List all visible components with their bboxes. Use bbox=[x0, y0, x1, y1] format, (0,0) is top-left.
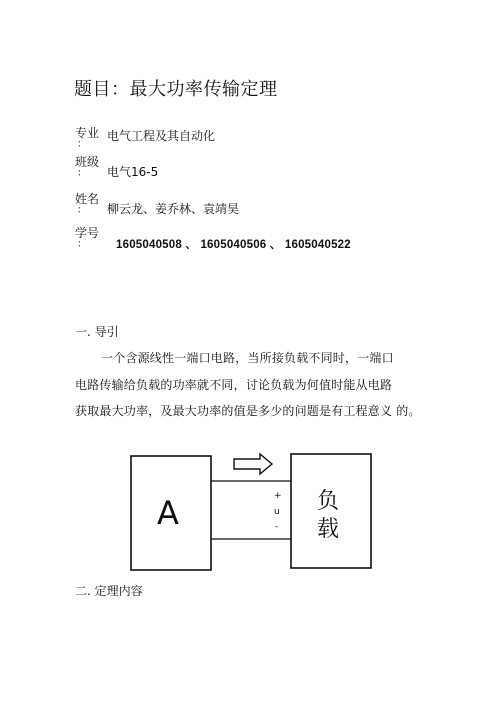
load-label-top: 负 bbox=[317, 489, 340, 514]
plus-sign: + bbox=[274, 491, 282, 501]
document-title: 题目：最大功率传输定理 bbox=[74, 79, 278, 100]
names-label-colon: ： bbox=[77, 205, 87, 216]
major-value: 电气工程及其自动化 bbox=[107, 129, 216, 143]
section-2-heading: 二. 定理内容 bbox=[75, 584, 143, 598]
class-value: 电气16-5 bbox=[107, 165, 159, 179]
source-label: A bbox=[157, 494, 179, 532]
class-label-text: 班级 bbox=[75, 155, 100, 169]
minus-sign: - bbox=[275, 522, 279, 532]
paragraph-line: 电路传输给负载的功率就不同，讨论负载为何值时能从电路 bbox=[75, 378, 393, 392]
section-1-heading: 一. 导引 bbox=[75, 325, 119, 339]
names-value: 柳云龙、姜乔林、袁靖昊 bbox=[107, 202, 240, 216]
student-id-value: 1605040508 、 1605040506 、 1605040522 bbox=[116, 239, 351, 251]
major-label-colon: ： bbox=[77, 139, 87, 150]
power-flow-arrow-icon bbox=[234, 454, 272, 474]
voltage-u-label: u bbox=[274, 507, 280, 517]
class-label-colon: ： bbox=[77, 168, 87, 179]
student-id-label-text: 学号 bbox=[75, 226, 100, 240]
paragraph-line: 获取最大功率，及最大功率的值是多少的问题是有工程意义 的。 bbox=[75, 404, 421, 418]
paragraph-line: 一个含源线性一端口电路，当所接负载不同时，一端口 bbox=[101, 351, 394, 365]
major-label-text: 专业 bbox=[75, 126, 100, 140]
student-id-label-colon: ： bbox=[77, 239, 87, 250]
names-label-text: 姓名 bbox=[75, 192, 100, 206]
load-label-bottom: 载 bbox=[317, 517, 340, 542]
